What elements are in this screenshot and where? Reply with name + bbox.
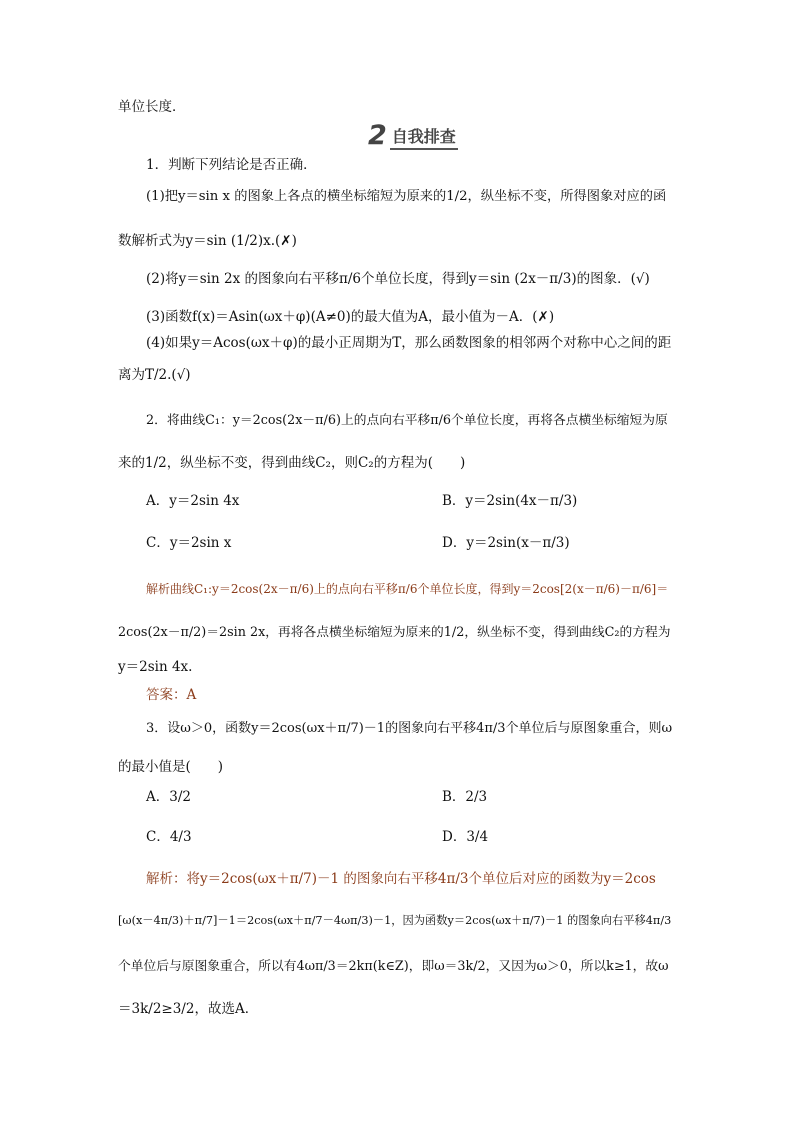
text-line: (4)如果y＝Acos(ωx＋φ)的最小正周期为T，那么函数图象的相邻两个对称中心之间的距 (146, 335, 672, 351)
text-line: 的最小值是( ) (118, 759, 224, 775)
option-a: A．y＝2sin 4x (146, 493, 240, 509)
text-line: ＝3k/2≥3/2，故选A． (118, 1001, 259, 1017)
text-line: 个单位后与原图象重合，所以有4ωπ/3＝2kπ(k∈Z)，即ω＝3k/2，又因为ω＞0，所以k≥1，故ω (118, 959, 669, 974)
question-1-stem: 1．判断下列结论是否正确． (146, 157, 317, 173)
solution-3: 解析：将y＝2cos(ωx＋π/7)－1 的图象向右平移4π/3个单位后对应的函数为y＝2cos (146, 871, 656, 887)
answer-2: 答案：A (146, 687, 197, 703)
option-b: B．y＝2sin(4x－π/3) (442, 493, 578, 509)
question-3-stem: 3．设ω＞0，函数y＝2cos(ωx＋π/7)－1的图象向右平移4π/3个单位后与原图象重合，则ω (146, 721, 673, 736)
solution-2: 解析曲线C₁:y＝2cos(2x－π/6)上的点向右平移π/6个单位长度，得到y＝2cos[2(x－π/6)－π/6]＝ (146, 582, 669, 596)
section-heading (368, 118, 458, 150)
text-line: (2)将y＝sin 2x 的图象向右平移π/6个单位长度，得到y＝sin (2x－π/3)的图象．(√) (146, 271, 650, 287)
section-title: 自我排查 (390, 126, 458, 150)
text-line: 单位长度． (118, 99, 186, 115)
option-a: A．3/2 (146, 789, 191, 805)
text-line: 来的1/2，纵坐标不变，得到曲线C₂，则C₂的方程为( ) (118, 455, 466, 471)
text-line: 离为T/2.(√) (118, 367, 191, 383)
text-line: (1)把y＝sin x 的图象上各点的横坐标缩短为原来的1/2，纵坐标不变，所得图象对应的函 (146, 189, 667, 204)
option-c: C．y＝2sin x (146, 535, 232, 551)
question-2-stem: 2．将曲线C₁：y＝2cos(2x－π/6)上的点向右平移π/6个单位长度，再将各点横坐标缩短为原 (146, 413, 668, 428)
option-b: B．2/3 (442, 789, 488, 805)
option-d: D．3/4 (442, 829, 489, 845)
text-line: [ω(x－4π/3)＋π/7]－1＝2cos(ωx＋π/7－4ωπ/3)－1，因为函数y＝2cos(ωx＋π/7)－1 的图象向右平移4π/3 (118, 914, 672, 927)
text-line: 数解析式为y＝sin (1/2)x.(✗) (118, 233, 297, 249)
option-d: D．y＝2sin(x－π/3) (442, 535, 570, 551)
text-line: (3)函数f(x)＝Asin(ωx＋φ)(A≠0)的最大值为A，最小值为－A．(✗) (146, 309, 555, 325)
text-line: y＝2sin 4x. (118, 659, 193, 675)
option-c: C．4/3 (146, 829, 192, 845)
section-number: 2 (368, 120, 387, 151)
text-line: 2cos(2x－π/2)＝2sin 2x，再将各点横坐标缩短为原来的1/2，纵坐标不变，得到曲线C₂的方程为 (118, 625, 671, 640)
